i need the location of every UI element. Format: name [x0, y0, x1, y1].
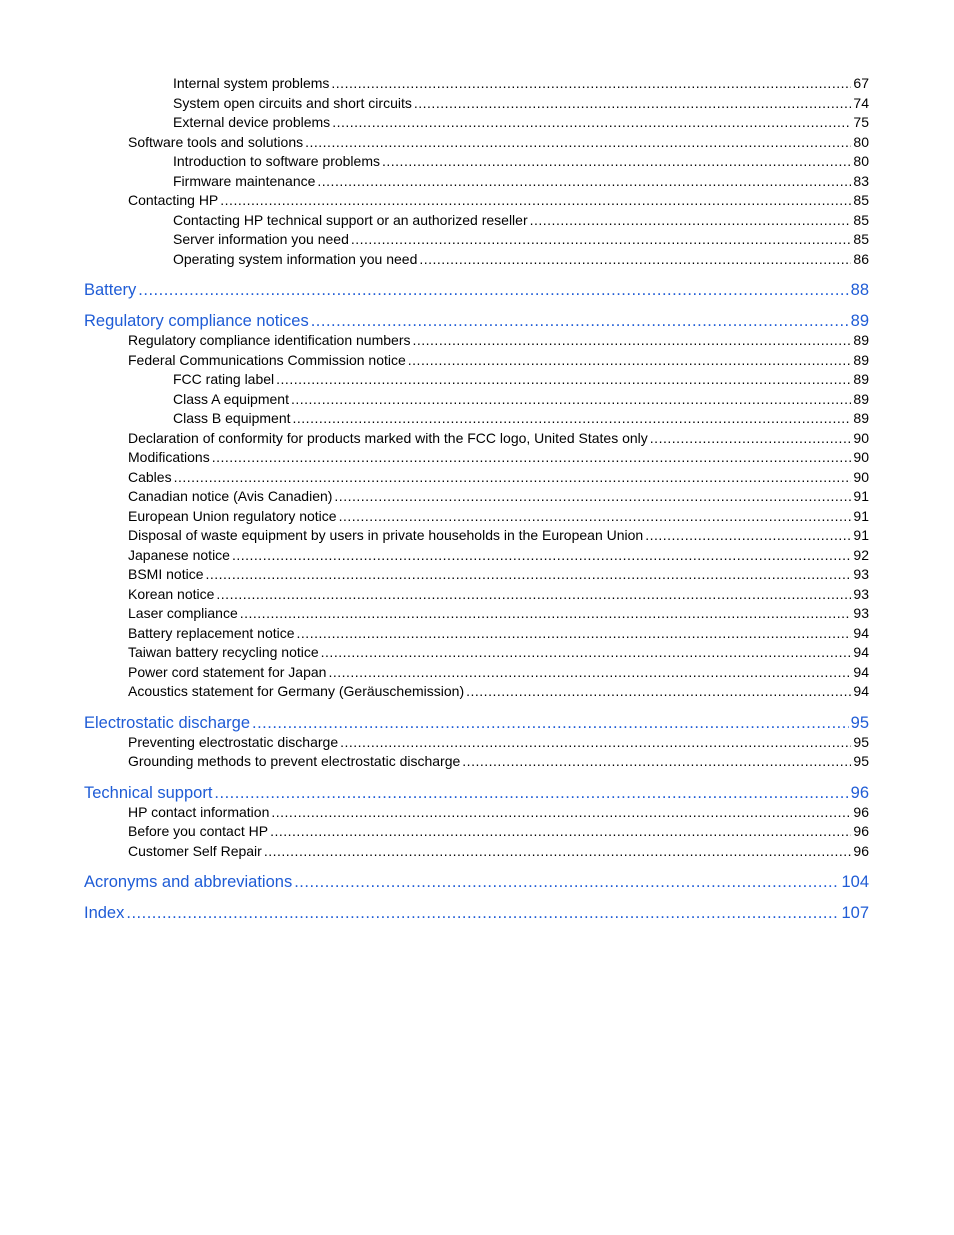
toc-entry-title: Software tools and solutions — [128, 133, 304, 150]
dot-leader — [264, 842, 852, 862]
toc-entry-title: European Union regulatory notice — [128, 507, 337, 524]
toc-page-number: 93 — [853, 566, 869, 582]
toc-section-entry[interactable] — [84, 250, 869, 270]
toc-page-number: 90 — [853, 429, 869, 446]
toc-chapter-entry[interactable] — [84, 713, 869, 733]
toc-entry-title: Firmware maintenance — [173, 172, 316, 189]
toc-entry-title: Operating system information you need — [173, 250, 418, 267]
toc-page-number: 94 — [853, 663, 869, 680]
toc-entry-title: Contacting HP — [128, 192, 219, 208]
dot-leader — [214, 783, 848, 803]
toc-page-number: 96 — [853, 803, 869, 820]
dot-leader — [317, 172, 851, 192]
toc-page-number: 88 — [850, 281, 869, 299]
toc-page-number: 89 — [853, 410, 869, 426]
toc-page-number: 91 — [853, 488, 869, 504]
toc-entry-title: Customer Self Repair — [128, 842, 262, 859]
toc-section-entry[interactable] — [84, 113, 869, 133]
toc-page-number: 91 — [853, 507, 869, 524]
toc-page-number: 104 — [841, 873, 869, 891]
toc-entry-title: Laser compliance — [128, 605, 238, 621]
toc-chapter-entry[interactable] — [84, 280, 869, 300]
toc-page-number: 95 — [853, 753, 869, 769]
toc-entry-title: Battery replacement notice — [128, 624, 295, 641]
dot-leader — [205, 565, 851, 585]
toc-page-number: 86 — [853, 250, 869, 267]
toc-entry-title: Class B equipment — [173, 410, 291, 426]
dot-leader — [138, 280, 848, 300]
toc-chapter-entry[interactable] — [84, 783, 869, 803]
toc-section-entry[interactable] — [84, 390, 869, 410]
dot-leader — [291, 390, 851, 410]
toc-page-number: 96 — [853, 823, 869, 839]
toc-section-entry[interactable] — [84, 429, 869, 449]
toc-page-number: 89 — [853, 390, 869, 407]
dot-leader — [414, 94, 852, 114]
toc-entry-title: Acronyms and abbreviations — [84, 873, 293, 891]
dot-leader — [270, 822, 851, 842]
toc-entry-title: Declaration of conformity for products marked with the FCC logo, United States only — [128, 429, 648, 446]
toc-entry-title: Power cord statement for Japan — [128, 663, 327, 680]
dot-leader — [220, 191, 851, 211]
toc-entry-title: Regulatory compliance identification numbers — [128, 332, 411, 348]
toc-page-number: 94 — [853, 644, 869, 660]
toc-section-entry[interactable] — [84, 172, 869, 192]
toc-section-entry[interactable] — [84, 94, 869, 114]
toc-section-entry[interactable] — [84, 733, 869, 753]
dot-leader — [216, 585, 851, 605]
dot-leader — [252, 713, 849, 733]
toc-page-number: 92 — [853, 546, 869, 563]
toc-entry-title: Grounding methods to prevent electrostatic discharge — [128, 753, 461, 769]
toc-entry-title: Class A equipment — [173, 390, 289, 407]
toc-section-entry[interactable] — [84, 191, 869, 211]
dot-leader — [126, 903, 839, 923]
toc-section-entry[interactable] — [84, 409, 869, 429]
toc-entry-title: Federal Communications Commission notice — [128, 351, 406, 368]
toc-page-number: 96 — [853, 842, 869, 859]
dot-leader — [382, 152, 851, 172]
toc-page-number: 80 — [853, 153, 869, 169]
dot-leader — [240, 604, 852, 624]
dot-leader — [297, 624, 852, 644]
toc-entry-title: Contacting HP technical support or an authorized reseller — [173, 211, 528, 228]
toc-page-number: 83 — [853, 172, 869, 189]
toc-section-entry[interactable] — [84, 803, 869, 823]
toc-entry-title: System open circuits and short circuits — [173, 94, 412, 111]
toc-page-number: 93 — [853, 585, 869, 602]
toc-page-number: 89 — [853, 351, 869, 368]
toc-entry-title: Internal system problems — [173, 75, 330, 91]
dot-leader — [321, 643, 852, 663]
dot-leader — [462, 752, 851, 772]
toc-page-number: 89 — [853, 371, 869, 387]
toc-page-number: 95 — [850, 713, 869, 732]
toc-section-entry[interactable] — [84, 585, 869, 605]
dot-leader — [340, 733, 851, 753]
toc-entry-title: Taiwan battery recycling notice — [128, 644, 319, 660]
toc-page-number: 89 — [850, 312, 869, 330]
dot-leader — [294, 872, 839, 892]
toc-entry-title: Server information you need — [173, 231, 349, 247]
toc-chapter-entry[interactable] — [84, 311, 869, 331]
toc-entry-title: Japanese notice — [128, 546, 230, 563]
toc-chapter-entry[interactable] — [84, 903, 869, 923]
toc-section-entry[interactable] — [84, 74, 869, 94]
dot-leader — [351, 230, 852, 250]
toc-page-number: 67 — [853, 75, 869, 91]
toc-section-entry[interactable] — [84, 211, 869, 231]
toc-entry-title: Introduction to software problems — [173, 153, 380, 169]
toc-section-entry[interactable] — [84, 507, 869, 527]
dot-leader — [466, 682, 851, 702]
toc-section-entry[interactable] — [84, 448, 869, 468]
toc-entry-title: Disposal of waste equipment by users in private households in the European Union — [128, 527, 644, 543]
toc-section-entry[interactable] — [84, 565, 869, 585]
toc-section-entry[interactable] — [84, 643, 869, 663]
toc-section-entry[interactable] — [84, 133, 869, 153]
toc-page-number: 85 — [853, 192, 869, 208]
dot-leader — [331, 74, 851, 94]
dot-leader — [530, 211, 852, 231]
toc-section-entry[interactable] — [84, 331, 869, 351]
toc-entry-title: External device problems — [173, 114, 331, 130]
table-of-contents — [84, 74, 869, 923]
toc-section-entry[interactable] — [84, 752, 869, 772]
toc-page-number: 75 — [853, 114, 869, 130]
toc-section-entry[interactable] — [84, 468, 869, 488]
toc-page-number: 94 — [853, 683, 869, 699]
toc-entry-title: HP contact information — [128, 803, 270, 820]
dot-leader — [650, 429, 852, 449]
toc-page-number: 96 — [850, 783, 869, 802]
toc-entry-title: Canadian notice (Avis Canadien) — [128, 488, 333, 504]
toc-entry-title: Preventing electrostatic discharge — [128, 733, 339, 750]
toc-entry-title: Electrostatic discharge — [84, 713, 250, 732]
toc-section-entry[interactable] — [84, 604, 869, 624]
dot-leader — [293, 409, 852, 429]
toc-section-entry[interactable] — [84, 370, 869, 390]
toc-entry-title: Regulatory compliance notices — [84, 312, 309, 330]
toc-page-number: 90 — [853, 449, 869, 465]
toc-section-entry[interactable] — [84, 526, 869, 546]
dot-leader — [408, 351, 852, 371]
toc-section-entry[interactable] — [84, 663, 869, 683]
toc-entry-title: Index — [84, 904, 125, 922]
dot-leader — [232, 546, 851, 566]
toc-section-entry[interactable] — [84, 822, 869, 842]
toc-section-entry[interactable] — [84, 351, 869, 371]
toc-page-number: 94 — [853, 624, 869, 641]
toc-page-number: 85 — [853, 231, 869, 247]
dot-leader — [271, 803, 851, 823]
dot-leader — [332, 113, 851, 133]
toc-entry-title: Cables — [128, 468, 172, 485]
toc-chapter-entry[interactable] — [84, 872, 869, 892]
toc-page-number: 95 — [853, 733, 869, 750]
toc-section-entry[interactable] — [84, 487, 869, 507]
toc-section-entry[interactable] — [84, 152, 869, 172]
dot-leader — [339, 507, 852, 527]
toc-section-entry[interactable] — [84, 624, 869, 644]
toc-page-number: 107 — [841, 904, 869, 922]
toc-page-number: 90 — [853, 468, 869, 485]
dot-leader — [334, 487, 851, 507]
toc-entry-title: FCC rating label — [173, 371, 275, 387]
toc-page-number: 74 — [853, 94, 869, 111]
dot-leader — [212, 448, 852, 468]
dot-leader — [305, 133, 851, 153]
toc-entry-title: Battery — [84, 281, 137, 299]
dot-leader — [412, 331, 851, 351]
toc-entry-title: Modifications — [128, 449, 210, 465]
dot-leader — [328, 663, 851, 683]
toc-entry-title: Korean notice — [128, 585, 215, 602]
toc-page-number: 85 — [853, 211, 869, 228]
toc-entry-title: BSMI notice — [128, 566, 204, 582]
dot-leader — [174, 468, 852, 488]
dot-leader — [276, 370, 851, 390]
dot-leader — [311, 311, 849, 331]
dot-leader — [645, 526, 851, 546]
dot-leader — [419, 250, 851, 270]
toc-page-number: 80 — [853, 133, 869, 150]
toc-entry-title: Before you contact HP — [128, 823, 269, 839]
toc-section-entry[interactable] — [84, 230, 869, 250]
toc-section-entry[interactable] — [84, 546, 869, 566]
toc-entry-title: Technical support — [84, 783, 213, 802]
toc-page-number: 93 — [853, 605, 869, 621]
toc-section-entry[interactable] — [84, 682, 869, 702]
toc-entry-title: Acoustics statement for Germany (Geräuschemission) — [128, 683, 465, 699]
toc-page-number: 91 — [853, 527, 869, 543]
toc-section-entry[interactable] — [84, 842, 869, 862]
toc-page-number: 89 — [853, 332, 869, 348]
